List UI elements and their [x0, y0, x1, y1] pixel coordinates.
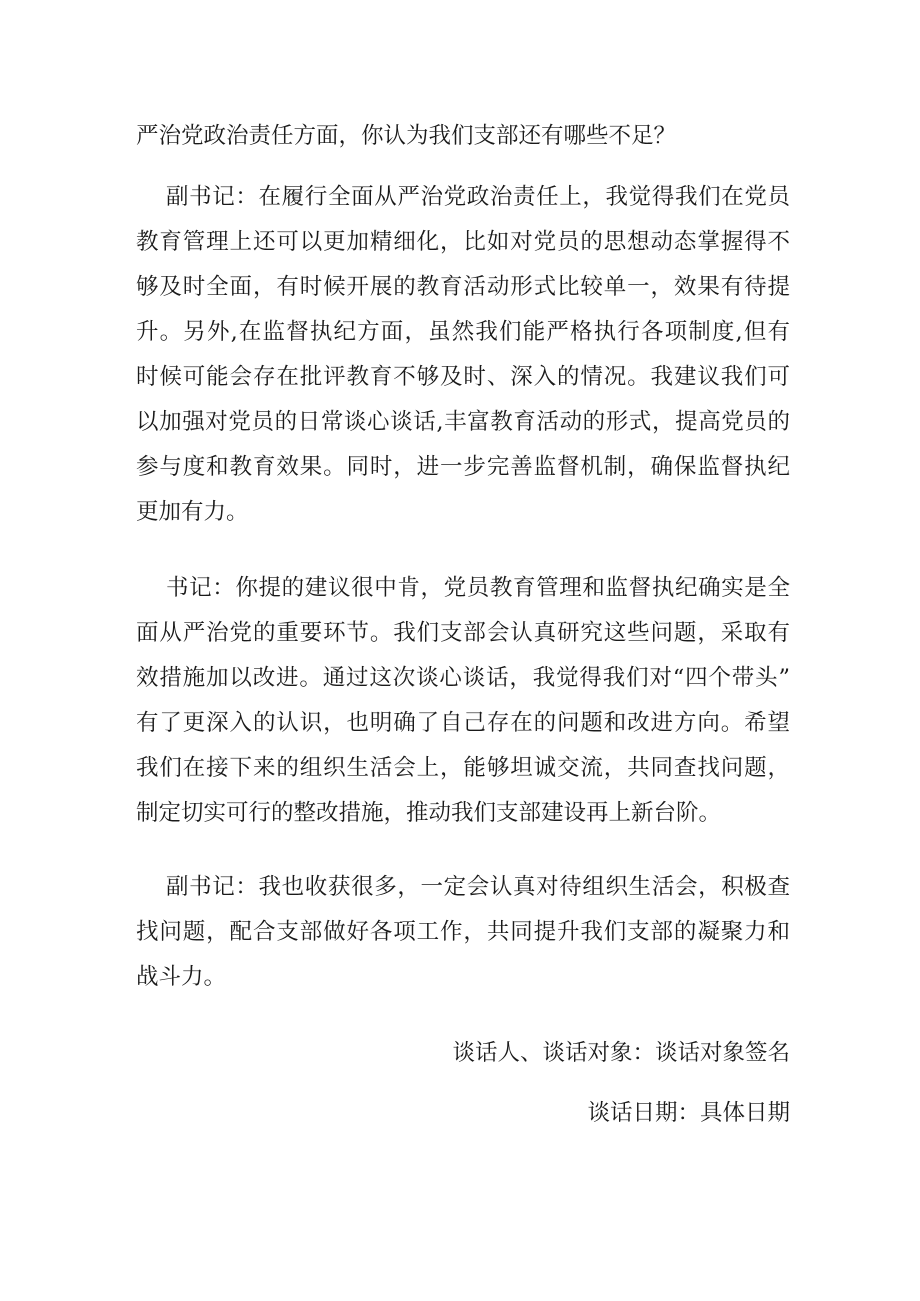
- paragraph-deputy-secretary-2-line-3: 战斗力。: [136, 964, 227, 990]
- paragraph-secretary-line-3: 效措施加以改进。通过这次谈心谈话，我觉得我们对“四个带头”: [136, 665, 790, 691]
- paragraph-deputy-secretary-1-line-7: 参与度和教育效果。同时，进一步完善监督机制，确保监督执纪: [136, 454, 790, 480]
- paragraph-deputy-secretary-1-line-4: 升。另外,在监督执纪方面，虽然我们能严格执行各项制度,但有: [136, 319, 790, 345]
- paragraph-deputy-secretary-2-line-1: 副书记：我也收获很多，一定会认真对待组织生活会，积极查: [166, 874, 790, 900]
- paragraph-deputy-secretary-1-line-2: 教育管理上还可以更加精细化，比如对党员的思想动态掌握得不: [136, 229, 790, 255]
- paragraph-secretary-line-2: 面从严治党的重要环节。我们支部会认真研究这些问题，采取有: [136, 620, 790, 646]
- paragraph-deputy-secretary-1-line-3: 够及时全面，有时候开展的教育活动形式比较单一，效果有待提: [136, 274, 790, 300]
- paragraph-secretary-line-6: 制定切实可行的整改措施，推动我们支部建设再上新台阶。: [136, 800, 722, 826]
- paragraph-continuation-line-1: 严治党政治责任方面，你认为我们支部还有哪些不足？: [136, 123, 677, 149]
- paragraph-deputy-secretary-1-line-6: 以加强对党员的日常谈心谈话,丰富教育活动的形式，提高党员的: [136, 409, 790, 435]
- paragraph-deputy-secretary-1-line-5: 时候可能会存在批评教育不够及时、深入的情况。我建议我们可: [136, 364, 790, 390]
- paragraph-deputy-secretary-1-line-1: 副书记：在履行全面从严治党政治责任上，我觉得我们在党员: [166, 184, 790, 210]
- paragraph-deputy-secretary-2-line-2: 找问题，配合支部做好各项工作，共同提升我们支部的凝聚力和: [136, 919, 790, 945]
- signature-participants: 谈话人、谈话对象：谈话对象签名: [452, 1040, 790, 1066]
- paragraph-deputy-secretary-1-line-8: 更加有力。: [136, 499, 249, 525]
- paragraph-secretary-line-1: 书记：你提的建议很中肯，党员教育管理和监督执纪确实是全: [166, 575, 790, 601]
- paragraph-secretary-line-5: 我们在接下来的组织生活会上，能够坦诚交流，共同查找问题，: [136, 755, 790, 781]
- paragraph-secretary-line-4: 有了更深入的认识，也明确了自己存在的问题和改进方向。希望: [136, 710, 790, 736]
- signature-date: 谈话日期：具体日期: [587, 1100, 790, 1126]
